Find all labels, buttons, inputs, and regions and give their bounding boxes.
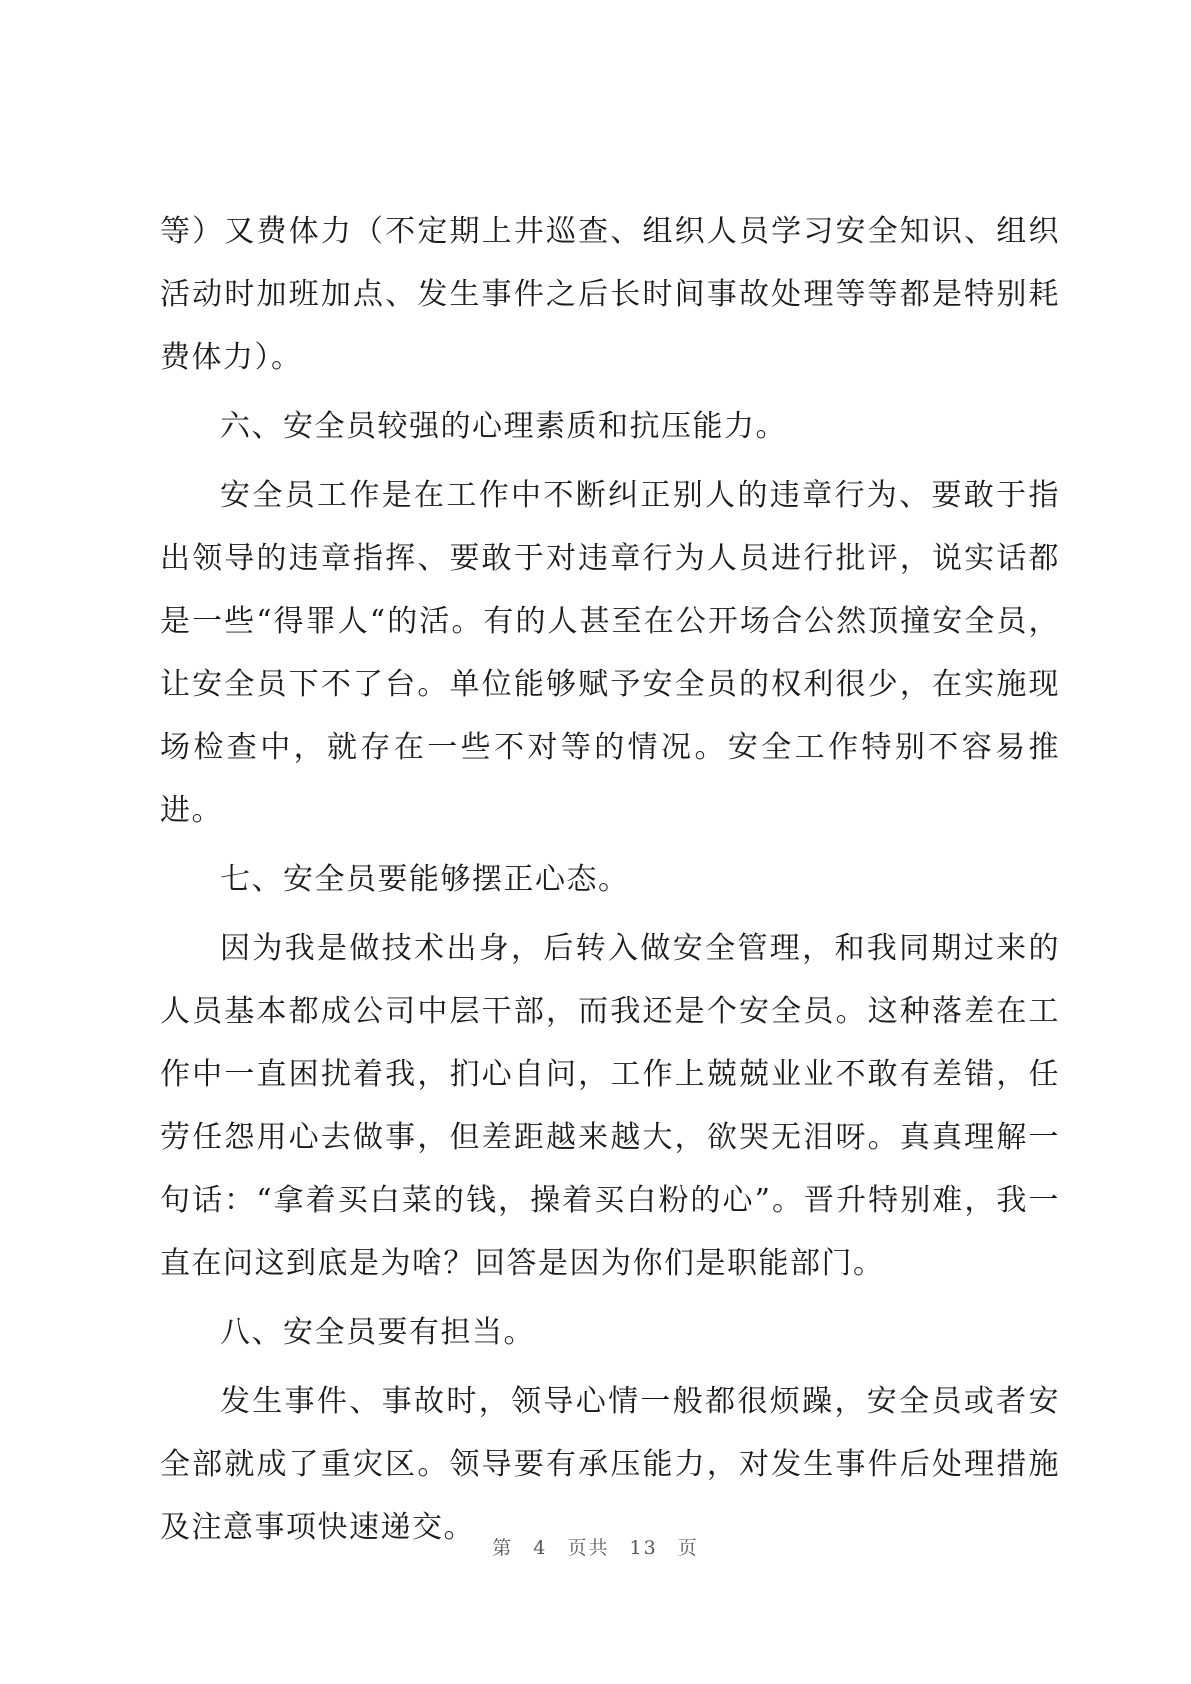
paragraph-continuation: 等）又费体力（不定期上井巡查、组织人员学习安全知识、组织活动时加班加点、发生事件之后长时间事故处理等等都是特别耗费体力）。 <box>160 214 1060 375</box>
footer-suffix: 页 <box>677 1537 699 1559</box>
section-heading-seven: 七、安全员要能够摆正心态。 <box>220 862 630 897</box>
section-heading-six: 六、安全员较强的心理素质和抗压能力。 <box>220 409 787 444</box>
footer-current-page: 4 <box>533 1537 548 1559</box>
footer-total-pages: 13 <box>629 1537 658 1559</box>
section-heading-eight: 八、安全员要有担当。 <box>220 1315 535 1350</box>
page-footer <box>0 1533 1191 1560</box>
footer-prefix: 第 <box>492 1537 514 1559</box>
paragraph-section-eight: 发生事件、事故时，领导心情一般都很烦躁，安全员或者安全部就成了重灾区。领导要有承压能力，对发生事件后处理措施及注意事项快速递交。 <box>160 1384 1060 1545</box>
paragraph-section-seven: 因为我是做技术出身，后转入做安全管理，和我同期过来的人员基本都成公司中层干部，而我还是个安全员。这种落差在工作中一直困扰着我，扪心自问，工作上兢兢业业不敢有差错，任劳任怨用心去做事，但差距越来越大，欲哭无泪呀。真真理解一句话：“拿着买白菜的钱，操着买白粉的心”。晋升特别难，我一直在问这到底是为啥？回答是因为你们是职能部门。 <box>160 931 1060 1281</box>
document-body <box>160 200 1060 1565</box>
paragraph-section-six: 安全员工作是在工作中不断纠正别人的违章行为、要敢于指出领导的违章指挥、要敢于对违章行为人员进行批评，说实话都是一些“得罪人“的活。有的人甚至在公开场合公然顶撞安全员，让安全员下不了台。单位能够赋予安全员的权利很少，在实施现场检查中，就存在一些不对等的情况。安全工作特别不容易推进。 <box>160 478 1060 828</box>
footer-middle: 页共 <box>567 1537 610 1559</box>
